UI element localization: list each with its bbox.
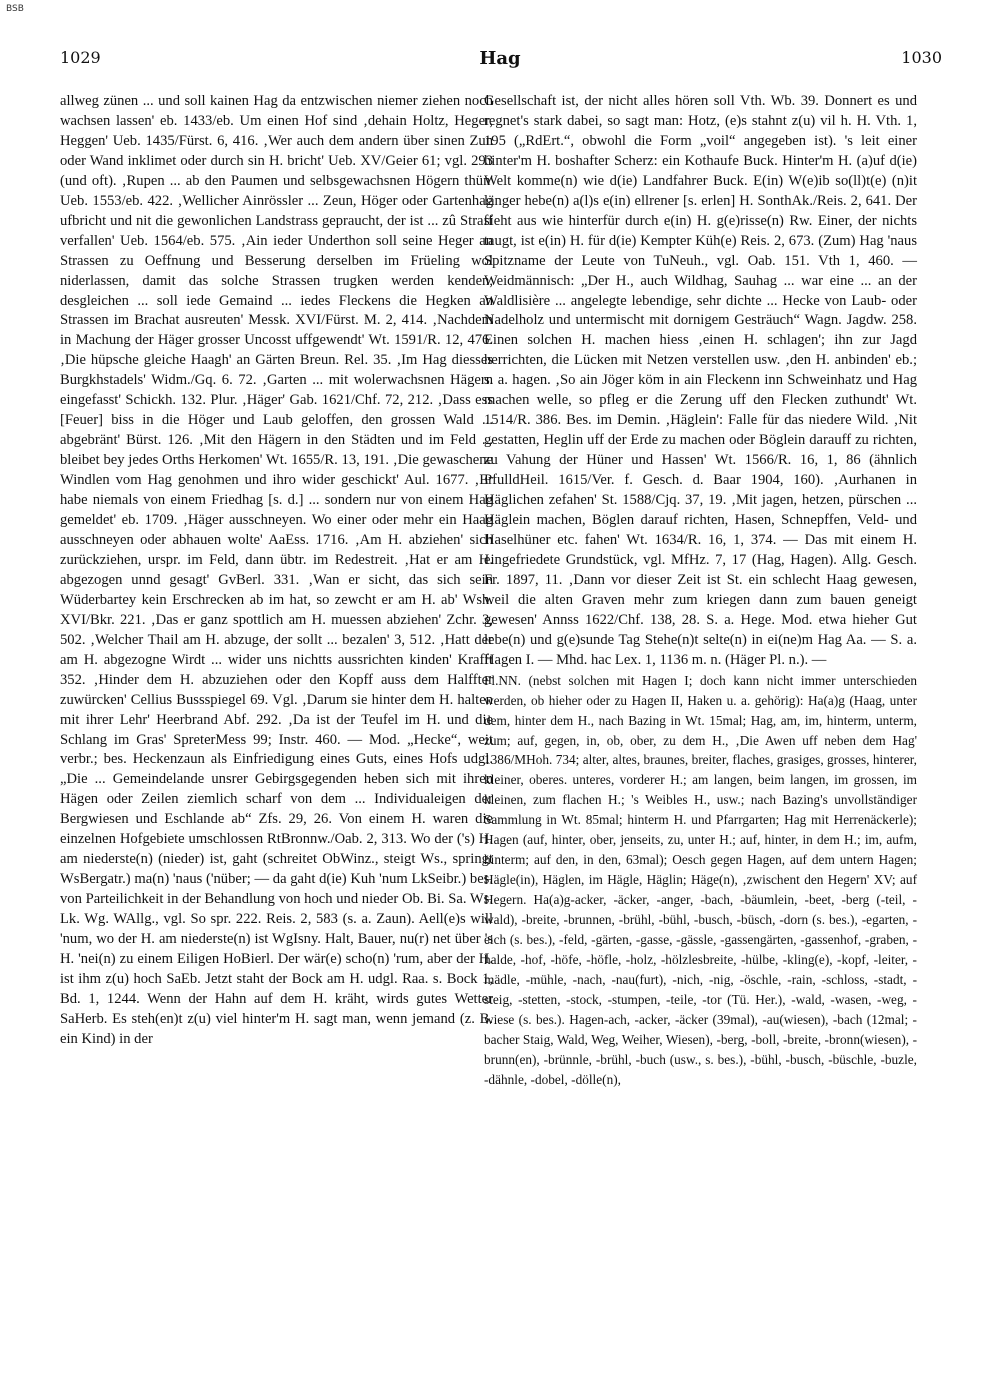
field-names-section: Fl.NN. (nebst solchen mit Hagen I; doch kann nicht immer unterschieden werden, ob hieher oder zu Hagen II, Haken u. a. gehörig): Ha(a)g (Haag, unter dem, hinter dem H., nach Bazing in Wt. 15mal; Hag, am, im, hinterm, unterm, zum; auf, gegen, in, ob, ober, zu dem H., ‚Die Awen uff neben dem Hag' 1386/MHoh. 734; alter, altes, braunes, breiter, flaches, grasiges, grosses, hinterer, kleiner, oberes. unteres, vorderer H.; am langen, beim langen, im grossen, im kleinen, zum flachen H.; 's Weibles H., usw.; nach Bazing's unvollständiger Sammlung in Wt. 85mal; hinterm H. und Pfarrgarten; Hag mit Herrenäckerle); Hagen (auf, hinter, ober, jenseits, zu, unter H.; auf, hinter, in dem H.; im, aufm, hinterm; auf den, in den, 63mal); Oesch gegen Hagen, auf dem untern Hagen; Hägle(in), Häglen, im Hägle, Häglin; Häge(n), ‚zwischent den Hegern' XV; auf Hegern. Ha(a)g-acker, -äcker, -anger, -bach, -bäumlein, -beet, -berg (-teil, -wald), -breite, -brunnen, -brühl, -bühl, -busch, -büsch, -dorn (s. bes.), -egarten, -eich (s. bes.), -feld, -gärten, -gasse, -gässle, -gassengärten, -gassenhof, -graben, -halde, -hof, -höfe, -höfle, -holz, -hölzlesbreite, -hülbe, -kling(e), -kopf, -leiter, -mädle, -mühle, -nach, -nau(furt), -nich, -nig, -öschle, -rain, -schloss, -stadt, -steig, -stetten, -stock, -stumpen, -teile, -tor (Tü. Her.), -wald, -wasen, -weg, -wiese (s. bes.). Hagen-ach, -acker, -äcker (39mal), -au(wiesen), -bach (12mal; -bacher Staig, Wald, Weg, Weiher, Wiesen), -berg, -boll, -breite, -bronn(wiesen), -brunn(en), -brünnle, -brühl, -buch (usw., s. bes.), -bühl, -busch, -büschle, -buzle, -dähnle, -dobel, -dölle(n), xyxy=(484,672,917,1087)
left-column-text: allweg zünen ... und soll kainen Hag da entzwischen niemer ziehen noch wachsen lassen' eb. 1433/eb. Um einen Hof sind ‚dehain Holtz, Heger, Heggen' Ueb. 1435/Fürst. 6, 416. ‚Wer auch dem andern über sinen Zun oder Wand inklimet oder durch sin H. bricht' Ueb. XV/Geier 61; vgl. 293 (und oft). ‚Rupen ... ab den Paumen und selbsgewachsnen Högern thün' Ueb. 1553/eb. 422. ‚Wellicher Ainrössler ... Zeun, Höger oder Gartenhag ufbricht und nit die gewonlichen Landstrass gepraucht, der ist ... zû Straff verfallen' Ueb. 1564/eb. 575. ‚Ain ieder Underthon soll seine Heger an Strassen zu Oeffnung und Besserung derselben im Früeling wol niderlassen, damit das solche Strassen trugken werden kenden, desgleichen ... soll iede Gemaind ... iedes Fleckens die Hegken an Strassen im Brachat ausreuten' Messk. XVI/Fürst. M. 2, 414. ‚Nachdem in Machung der Häger grosser Uncosst uffgewendt' Wt. 1591/R. 12, 476. ‚Die hüpsche gleiche Haagh' an Gärten Breun. Rel. 35. ‚Im Hag diesses Burgkhstadels' Widm./Gq. 6. 72. ‚Garten ... mit wolerwachsnen Hägern eingefasst' Schickh. 132. Plur. ‚Häger' Gab. 1621/Chf. 72, 212. ‚Dass ess [Feuer] biss in die Höger und Laub geloffen, den grossen Wald ... abgebränt' Bürst. 126. ‚Mit den Hägern in den Städten und im Feld ... bleibet bey jedes Orths Herkomen' Wt. 1655/R. 13, 191. ‚Die gewaschene Windlen vom Hag genohmen und ihro wider geschickt' Aul. 1677. ‚Er habe niemals von einem Friedhag [s. d.] ... sondern nur von einem Hag gemeldet' eb. 1709. ‚Häger ausschneyen. Wo einer oder mehr ein Haag ausschneyen oder abhauen wolte' AaEss. 1716. ‚Am H. abziehen' sich zurückziehen, urspr. im Feld, dann übtr. im Redestreit. ‚Hat er am H. abgezogen unnd gesagt' GvBerl. 331. ‚Wan er sicht, das sich sein Wüderbartey kein Erschrecken ab im hat, so zewcht er am H. ab' Wsh. XVI/Bkr. 221. ‚Das er ganz spottlich am H. muessen abziehen' Zchr. 3, 502. ‚Welcher Thail am H. abzuge, der sollt ... bezalen' 3, 512. ‚Hatt der am H. abgezogne Wirdt ... wider uns nichtts aussrichten kinden' Krafft 352. ‚Hinder dem H. abzuziehen oder den Kopff auss dem Halffter zuwürcken' Cellius Bussspiegel 69. Vgl. ‚Darum sie hinter dem H. halten mit ihrer Lehr' Heerbrand Abf. 292. ‚Da ist der Teufel im H. und die Schlang im Gras' SpreterMess 99; Instr. 460. — Mod. „Hecke“, weit verbr.; bes. Heckenzaun als Einfriedigung eines Guts, eines Hofs udgl. „Die ... Gemeindelande unsrer Gebirgsgegenden heben sich mit ihren Hägen oder Zeilen ziemlich scharf von dem ... Individualeigen der Bergwiesen und Eschlande ab“ Zfs. 29, 26. Von einem H. waren die einzelnen Hofgebiete umschlossen RtBronnw./Oab. 2, 313. Wo der ('s) H. am niederste(n) (nieder) ist, gaht (schreitet ObWinz., steigt Ws., springt WsBergatr.) ma(n) 'naus ('nüber; — da gaht d(ie) Kuh 'num LkSeibr.) bes. von Parteilichkeit in der Behandlung von hoch und nieder Ob. Bi. Sa. Ws. Lk. Wg. WAllg., vgl. So spr. 222. Reis. 2, 583 (s. a. Zaun). Aell(e)s will 'num, wo der H. am niederste(n) ist WgIsny. Halt, Bauer, nu(r) net über 's H. 'nei(n) zu einem Eiligen HoBierl. Der wär(e) scho(n) 'rum, aber der H. ist ihm z(u) hoch SaEb. Jetzt staht der Bock am H. udgl. Raa. s. Bock 1, Bd. 1, 1244. Wenn der Hahn auf dem H. kräht, wirds gutes Wetter SaHerb. Es steh(en)t z(u) viel hinter'm H. sagt man, wenn jemand (z. B. ein Kind) in der xyxy=(60,93,493,1047)
right-column-text: Gesellschaft ist, der nicht alles hören soll Vth. Wb. 39. Donnert es und regnet's stark dabei, so sagt man: Hotz, (e)s stahnt z(u) vil h. H. Vth. 1, 195 („RdErt.“, obwohl die Form „voil“ angegeben ist). 's leit einer hinter'm H. boshafter Scherz: ein Kothaufe Buck. Hinter'm H. (a)uf d(ie) Welt komme(n) wie d(ie) Landfahrer Buck. E(in) W(e)ib so(ll)t(e) (n)it länger hebe(n) a(l)s e(in) ellrener [s. erlen] H. SonthAk./Reis. 2, 641. Der sieht aus wie hinterfür durch e(in) H. g(e)risse(n) Rw. Einer, der nichts taugt, ist e(in) H. für d(ie) Kempter Küh(e) Reis. 2, 673. (Zum) Hag 'naus Spitzname der Leute von TuNeuh., vgl. Oab. 151. Vth 1, 460. — Weidmännisch: „Der H., auch Wildhag, Sauhag ... war eine ... an der Waldlisière ... angelegte lebendige, sehr dichte ... Hecke von Laub- oder Nadelholz und untermischt mit dornigem Gesträuch“ Wagn. Jagdw. 258. Einen solchen H. machen hiess ‚einen H. schlagen'; ihn zur Jagd herrichten, die Lücken mit Netzen verstellen usw. ‚den H. anbinden' eb.; s. a. hagen. ‚So ain Jöger köm in ain Fleckenn inn Schweinhatz und Hag machen welle, so pfleg er die Zerung uff den Flecken zuthundt' Wt. 1514/R. 386. Bes. im Demin. ‚Häglein': Falle für das niedere Wild. ‚Nit gestatten, Heglin uff der Erde zu machen oder Böglein darauff zu richten, zu Vahung der Hüner und Hassen' Wt. 1566/R. 16, 1, 86 (ähnlich PfulldHeil. 1615/Ver. f. Gesch. d. Baar 1904, 160). ‚Aurhanen in Häglichen zefahen' St. 1588/Cjq. 37, 19. ‚Mit jagen, hetzen, pürschen ... Häglein machen, Böglen darauf richten, Hasen, Schnepffen, Veld- und Haselhüner etc. fahen' Wt. 1634/R. 16, 1, 374. — Das mit einem H. eingefriedete Grundstück, vgl. MfHz. 7, 17 (Hag, Hagen). Allg. Gesch. Fr. 1897, 11. ‚Dann vor dieser Zeit ist St. ein schlecht Haag gewesen, weil die alten Graven mehr zum kriegen dann zum bauen geneigt gewesen' Annss 1622/Chf. 138, 28. S. a. Hege. Mod. etwa hieher Gut lebe(n) und g(e)sunde Tag Stehe(n)t selte(n) in ei(ne)m Hag Aa. — S. a. Hagen I. — Mhd. hac Lex. 1, 1136 m. n. (Häger Pl. n.). — xyxy=(484,93,917,668)
left-page-number: 1029 xyxy=(60,48,101,67)
right-page-number: 1030 xyxy=(901,48,942,67)
page-title: Hag xyxy=(479,48,521,69)
left-column xyxy=(60,92,493,1050)
right-column xyxy=(484,92,917,1090)
library-mark: BSB xyxy=(6,4,24,14)
page-header xyxy=(0,48,1000,72)
